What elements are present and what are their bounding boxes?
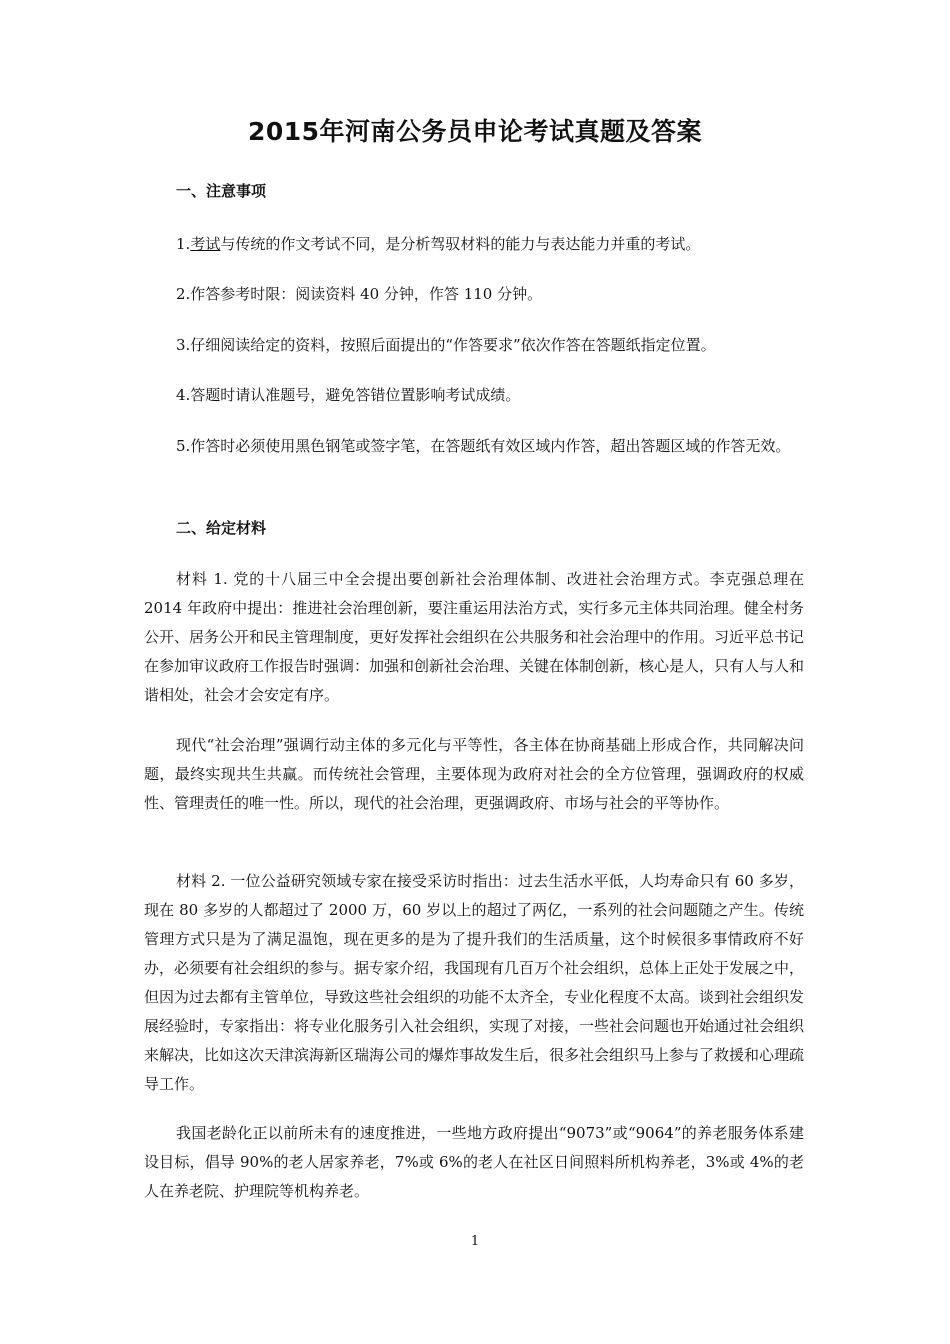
material-paragraph-2: 现代“社会治理”强调行动主体的多元化与平等性，各主体在协商基础上形成合作，共同解决问题，最终实现共生共赢。而传统社会管理，主要体现为政府对社会的全方位管理，强调政府的权威性、管理责任的唯一性。所以，现代的社会治理，更强调政府、市场与社会的平等协作。: [144, 736, 804, 812]
document-title: 2015年河南公务员申论考试真题及答案: [247, 117, 703, 146]
material-paragraph-1: 材料 1. 党的十八届三中全会提出要创新社会治理体制、改进社会治理方式。李克强总理在 2014 年政府中提出：推进社会治理创新，要注重运用法治方式，实行多元主体共同治理。健全村务公开、居务公开和民主管理制度，更好发挥社会组织在公共服务和社会治理中的作用。习近平总书记在参加审议政府工作报告时强调：加强和创新社会治理、关键在体制创新，核心是人，只有人与人和谐相处，社会才会安定有序。: [144, 570, 805, 704]
page-number: 1: [470, 1234, 480, 1249]
section-heading-notes: 一、注意事项: [176, 182, 267, 200]
exam-link[interactable]: 考试: [190, 235, 221, 253]
material-paragraph-3: 材料 2. 一位公益研究领域专家在接受采访时指出：过去生活水平低，人均寿命只有 60 多岁，现在 80 多岁的人都超过了 2000 万，60 岁以上的超过了两亿，一系列的社会问题随之产生。传统管理方式只是为了满足温饱，现在更多的是为了提升我们的生活质量，这个时候很多事情政府不好办，必须要有社会组织的参与。据专家介绍，我国现有几百万个社会组织，总体上正处于发展之中，但因为过去都有主管单位，导致这些社会组织的功能不太齐全，专业化程度不太高。谈到社会组织发展经验时，专家指出：将专业化服务引入社会组织，实现了对接，一些社会问题也开始通过社会组织来解决，比如这次天津滨海新区瑞海公司的爆炸事故发生后，很多社会组织马上参与了救援和心理疏导工作。: [144, 872, 805, 1093]
note-item-1-prefix: 1.: [176, 235, 191, 253]
note-item-1-text: 与传统的作文考试不同，是分析驾驭材料的能力与表达能力并重的考试。: [220, 235, 701, 253]
note-item-4: 4.答题时请认准题号，避免答错位置影响考试成绩。: [176, 386, 521, 404]
note-item-1: [144, 230, 804, 259]
note-item-3: 3.仔细阅读给定的资料，按照后面提出的“作答要求”依次作答在答题纸指定位置。: [176, 336, 716, 354]
note-item-2: 2.作答参考时限：阅读资料 40 分钟，作答 110 分钟。: [176, 285, 543, 303]
material-paragraph-4: 我国老龄化正以前所未有的速度推进，一些地方政府提出“9073”或“9064”的养老服务体系建设目标，倡导 90%的老人居家养老，7%或 6%的老人在社区日间照料所机构养老，3%或 4%的老人在养老院、护理院等机构养老。: [144, 1124, 804, 1200]
section-heading-materials: 二、给定材料: [176, 519, 267, 537]
note-item-5: 5.作答时必须使用黑色钢笔或签字笔，在答题纸有效区域内作答，超出答题区域的作答无效。: [176, 437, 791, 455]
